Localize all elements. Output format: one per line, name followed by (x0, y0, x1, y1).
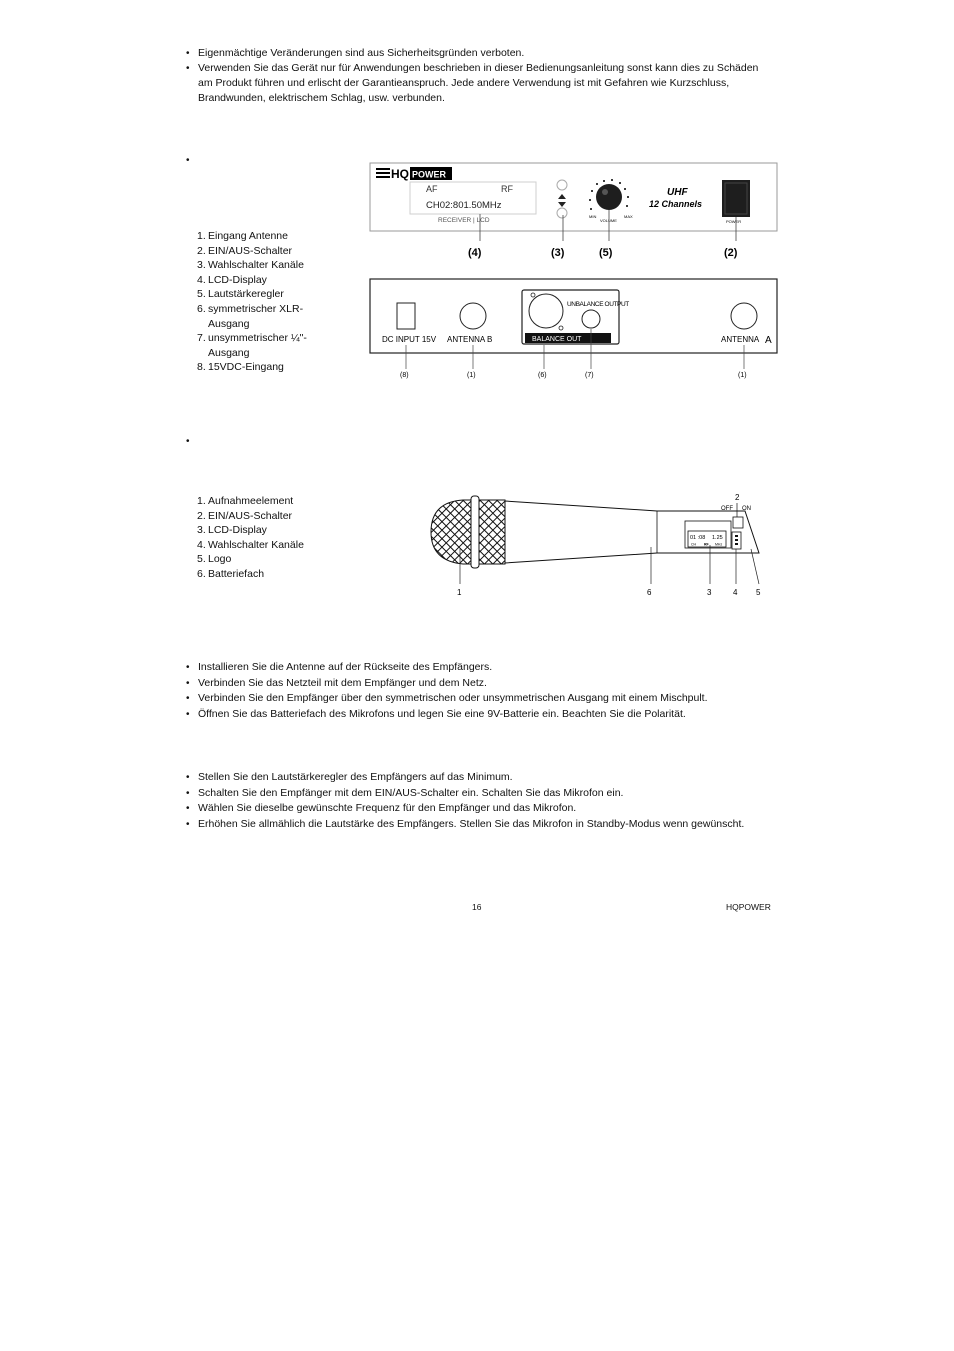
list-item: 4. LCD-Display (197, 273, 267, 286)
lcd-af-label: AF (426, 184, 438, 194)
safety-bullet: • Eigenmächtige Veränderungen sind aus Sicherheitsgründen verboten. (184, 46, 774, 61)
list-item: 1. Eingang Antenne (197, 230, 288, 242)
mic-lcd-ch-label: CH (691, 542, 697, 547)
antenna-b-jack (460, 303, 486, 329)
unbalance-output-label: UNBALANCE OUTPUT (567, 301, 629, 308)
list-item: • Öffnen Sie das Batteriefach des Mikrofons und legen Sie eine 9V-Batterie ein. Beachten Sie die Polarität. (184, 707, 784, 723)
mic-callout-5: 5 (756, 588, 761, 597)
mic-lcd-channel: 01 :08 (690, 535, 706, 541)
mic-power-switch[interactable] (733, 517, 743, 528)
callout-1-a: (1) (738, 372, 747, 379)
mic-lcd-rf-label: RF (704, 542, 709, 547)
callout-2: (2) (724, 247, 738, 259)
knob-max-label: MAX (624, 214, 633, 219)
receiver-parts-list (197, 229, 327, 375)
installation-bullet-list (184, 660, 784, 722)
mic-lcd-freq: 1.25 (712, 535, 723, 541)
hqpower-logo (376, 167, 452, 181)
jack-output (582, 310, 600, 328)
list-item: 3. LCD-Display (197, 524, 267, 537)
receiver-diagram (360, 155, 785, 385)
antenna-a-letter: A (765, 335, 772, 346)
lcd-caption: RECEIVER | LCD (438, 217, 490, 224)
callout-5: (5) (599, 247, 613, 259)
callout-6: (6) (538, 372, 547, 379)
antenna-a-label: ANTENNA (721, 335, 760, 344)
list-item: 2. EIN/AUS-Schalter (197, 509, 293, 522)
page-number: 16 (472, 902, 482, 912)
callout-1-b: (1) (467, 372, 476, 379)
list-item: • Stellen Sie den Lautstärkeregler des Empfängers auf das Minimum. (184, 770, 784, 786)
mic-callout-3: 3 (707, 588, 712, 597)
lcd-rf-label: RF (501, 184, 513, 194)
list-item: • Verbinden Sie den Empfänger über den symmetrischen oder unsymmetrischen Ausgang mit einem Mischpult. (184, 691, 784, 707)
power-label: POWER (726, 219, 742, 224)
logo-hq-text: HQ (391, 167, 409, 181)
list-item: 1. Aufnahmeelement (197, 495, 294, 507)
mic-lcd-mhz-label: MHz (715, 542, 723, 547)
channel-selector[interactable] (557, 180, 567, 218)
dc-input-label: DC INPUT 15V (382, 335, 437, 344)
mic-callout-6: 6 (647, 588, 652, 597)
mic-callout-1: 1 (457, 588, 462, 597)
list-item: 5. Lautstärkeregler (197, 288, 284, 301)
safety-bullet-list (184, 46, 774, 106)
callout-3: (3) (551, 247, 565, 259)
volume-knob[interactable] (589, 179, 629, 210)
list-item: 5. Logo (197, 553, 232, 566)
list-item: 4. Wahlschalter Kanäle (197, 538, 304, 551)
mic-callout-4: 4 (733, 588, 738, 597)
callout-4: (4) (468, 247, 482, 259)
microphone-diagram (425, 487, 785, 602)
channels-label: 12 Channels (649, 199, 703, 209)
section-bullet-receiver: • (186, 155, 190, 166)
list-item: • Verbinden Sie das Netzteil mit dem Empfänger und dem Netz. (184, 676, 784, 692)
callout-8: (8) (400, 372, 409, 379)
list-item: 3. Wahlschalter Kanäle (197, 259, 304, 272)
list-item: 6. Batteriefach (197, 567, 265, 580)
list-item: • Wählen Sie dieselbe gewünschte Frequenz für den Empfänger und das Mikrofon. (184, 801, 784, 817)
list-item: • Installieren Sie die Antenne auf der Rückseite des Empfängers. (184, 660, 784, 676)
knob-min-label: MIN (589, 214, 597, 219)
switch-off-label: OFF (721, 506, 733, 512)
callout-7: (7) (585, 372, 594, 379)
microphone-parts-list (197, 494, 337, 582)
antenna-b-label: ANTENNA B (447, 335, 493, 344)
list-item: • Schalten Sie den Empfänger mit dem EIN/AUS-Schalter ein. Schalten Sie das Mikrofon ein. (184, 786, 784, 802)
list-item: 7. unsymmetrischer ¼"-Ausgang (197, 332, 307, 359)
uhf-label: UHF (667, 187, 688, 198)
list-item: 8. 15VDC-Eingang (197, 361, 284, 374)
list-item: 6. symmetrischer XLR-Ausgang (197, 302, 304, 330)
list-item: 2. EIN/AUS-Schalter (197, 244, 293, 257)
xlr-output-jack (529, 294, 563, 328)
balance-out-label: BALANCE OUT (532, 336, 582, 343)
switch-on-label: ON (742, 506, 751, 512)
logo-power-text: POWER (412, 169, 447, 180)
power-button[interactable] (722, 180, 750, 217)
section-bullet-microphone: • (186, 436, 190, 447)
switch-number: 2 (735, 493, 740, 502)
safety-bullet: • Verwenden Sie das Gerät nur für Anwendungen beschrieben in dieser Bedienungsanleitung sonst kann dies zu Schäden am Produkt führen und erlischt der Garantieanspruch. Jede andere Verwendung ist mit Gefahren wie Kurzschluss, Brandwunden, elektrischem Schlag, usw. verbunden. (184, 61, 774, 106)
knob-volume-label: VOLUME (600, 218, 617, 223)
footer-brand: HQPOWER (726, 902, 771, 912)
antenna-a-jack (731, 303, 757, 329)
microphone-grille (431, 500, 505, 564)
list-item: • Erhöhen Sie allmählich die Lautstärke des Empfängers. Stellen Sie das Mikrofon in Standby-Modus wenn gewünscht. (184, 817, 784, 833)
usage-bullet-list (184, 770, 784, 832)
lcd-frequency: CH02:801.50MHz (426, 200, 502, 211)
dc-input-jack (397, 303, 415, 329)
